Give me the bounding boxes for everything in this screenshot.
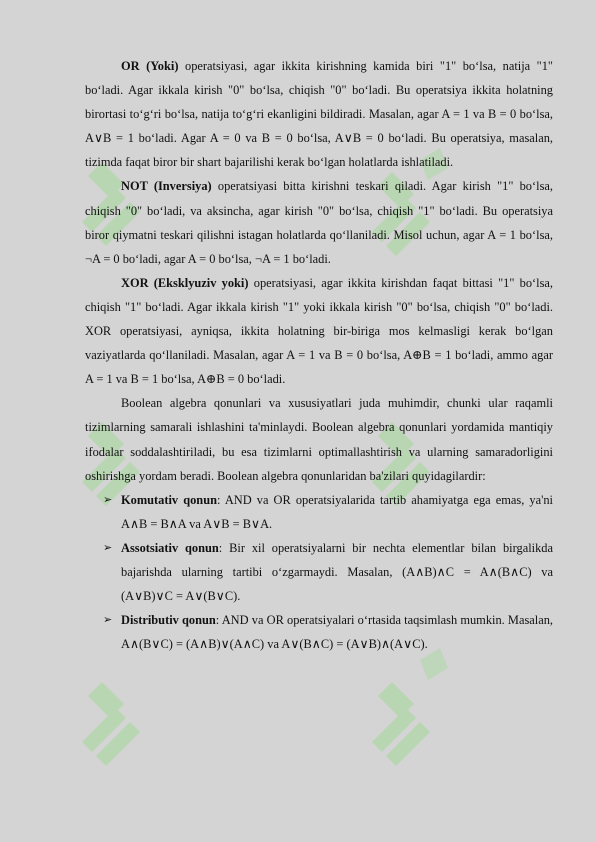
- law-term: Komutativ qonun: [121, 492, 217, 507]
- xor-paragraph: [85, 271, 553, 391]
- boolean-paragraph: Boolean algebra qonunlari va xususiyatlari juda muhimdir, chunki ular raqamli tizimlarning samarali ishlashini ta'minlaydi. Boolean algebra qonunlari yordamida mantiqiy ifodalar soddalashtiriladi, bu esa tizimlarni optimallashtirish va ularning samaradorligini oshirishga yordam beradi. Boolean algebra qonunlaridan ba'zilari quyidagilardir:: [85, 396, 553, 483]
- arrow-bullet-icon: ➢: [103, 493, 113, 506]
- law-text: : AND va OR operatsiyalarida tartib ahamiyatga ega emas, ya'ni A∧B = B∧A va A∨B = B∨A.: [121, 492, 553, 531]
- xor-term: XOR (Eksklyuziv yoki): [121, 275, 249, 290]
- law-text: : Bir xil operatsiyalarni bir nechta elementlar bilan birgalikda bajarishda ularning tartibi o‘zgarmaydi. Masalan, (A∧B)∧C = A∧(B∧C) va (A∨B)∨C = A∨(B∨C).: [121, 540, 553, 604]
- list-item: [103, 536, 553, 608]
- law-term: Assotsiativ qonun: [121, 540, 219, 555]
- or-text: operatsiyasi, agar ikkita kirishning kamida biri "1" bo‘lsa, natija "1" bo‘ladi. Agar ikkala kirish "0" bo‘lsa, chiqish "0" bo‘ladi. Bu operatsiya ikkita holatning birortasi to‘g‘ri bo‘lsa, natija to‘g‘ri ekanligini bildiradi. Masalan, agar A = 1 va B = 0 bo‘lsa, A∨B = 1 bo‘ladi. Agar A = 0 va B = 0 bo‘lsa, A∨B = 0 bo‘ladi. Bu operatsiya, masalan, tizimda faqat biror bir shart bajarilishi kerak bo‘lgan holatlarda ishlatiladi.: [85, 59, 553, 170]
- not-paragraph: [85, 174, 553, 270]
- not-term: NOT (Inversiya): [121, 179, 212, 194]
- law-term: Distributiv qonun: [121, 613, 216, 628]
- arrow-bullet-icon: ➢: [103, 614, 113, 627]
- xor-text: operatsiyasi, agar ikkita kirishdan faqat bittasi "1" bo‘lsa, chiqish "1" bo‘ladi. Agar ikkala kirish "1" yoki ikkala kirish "0" bo‘lsa, chiqish "0" bo‘ladi. XOR operatsiyasi, ayniqsa, ikkita holatning bir-biriga mos kelmasligi kerak bo‘lgan vaziyatlarda qo‘llaniladi. Masalan, agar A = 1 va B = 0 bo‘lsa, A⊕B = 1 bo‘ladi, ammo agar A = 1 va B = 1 bo‘lsa, A⊕B = 0 bo‘ladi.: [85, 275, 554, 387]
- watermark-logo-bottom-left: [82, 682, 140, 766]
- not-text: operatsiyasi bitta kirishni teskari qiladi. Agar kirish "1" bo‘lsa, chiqish "0" bo‘ladi, va aksincha, agar kirish "0" bo‘lsa, chiqish "1" bo‘ladi. Bu operatsiya biror qiymatni teskari qilishni istagan holatlarda qo‘llaniladi. Misol uchun, agar A = 1 bo‘lsa, ¬A = 0 bo‘ladi, agar A = 0 bo‘lsa, ¬A = 1 bo‘ladi.: [85, 179, 553, 266]
- boolean-laws-list: [85, 488, 553, 657]
- law-text: : AND va OR operatsiyalari o‘rtasida taqsimlash mumkin. Masalan, A∧(B∨C) = (A∧B)∨(A∧C) va A∨(B∧C) = (A∨B)∧(A∨C).: [121, 613, 554, 652]
- or-paragraph: [85, 54, 553, 174]
- arrow-bullet-icon: ➢: [103, 541, 113, 554]
- or-term: OR (Yoki): [121, 59, 179, 73]
- watermark-logo-bottom-right: [372, 648, 448, 766]
- document-body: [85, 54, 553, 656]
- list-item: [103, 488, 553, 536]
- list-item: [103, 608, 553, 656]
